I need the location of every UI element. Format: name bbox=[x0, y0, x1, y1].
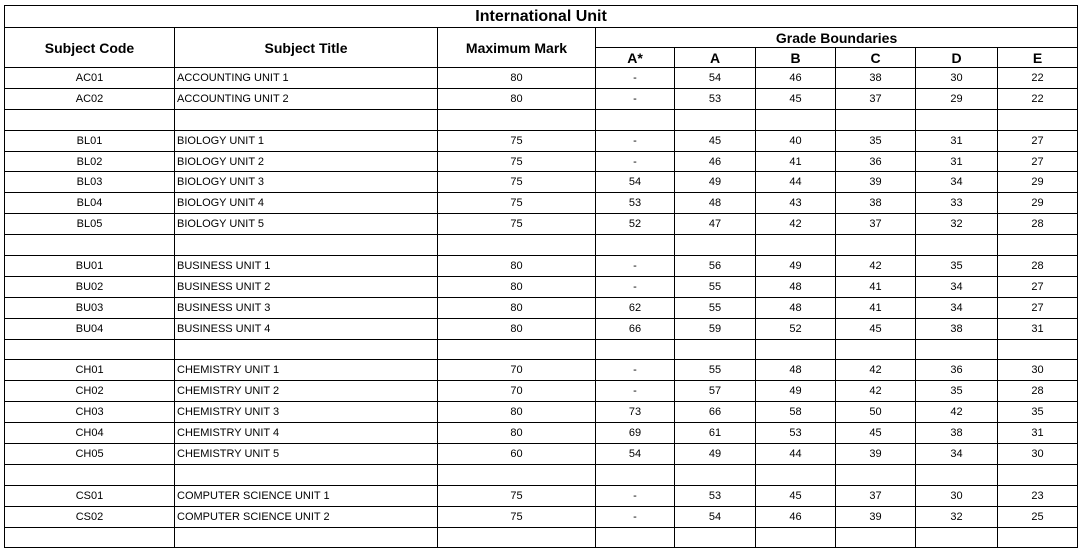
subject-code-cell: BL05 bbox=[5, 214, 175, 235]
subject-code-cell: BL03 bbox=[5, 172, 175, 193]
grade-header-a: A bbox=[675, 48, 756, 68]
table-row bbox=[5, 88, 1078, 109]
grade-d-cell: 34 bbox=[916, 172, 998, 193]
table-row bbox=[5, 485, 1078, 506]
subject-code-cell: BU03 bbox=[5, 297, 175, 318]
subject-code-cell: AC02 bbox=[5, 88, 175, 109]
empty-cell bbox=[756, 235, 836, 256]
subject-title-cell: BUSINESS UNIT 2 bbox=[175, 276, 438, 297]
grade-c-cell: 42 bbox=[836, 360, 916, 381]
empty-cell bbox=[675, 235, 756, 256]
empty-cell bbox=[836, 464, 916, 485]
grade-c-cell: 38 bbox=[836, 193, 916, 214]
grade-a-cell: 66 bbox=[675, 402, 756, 423]
grade-c-cell: 50 bbox=[836, 402, 916, 423]
grade-a-star-cell: 52 bbox=[596, 214, 675, 235]
empty-cell bbox=[5, 527, 175, 548]
maximum-mark-cell: 75 bbox=[438, 151, 596, 172]
table-row bbox=[5, 151, 1078, 172]
subject-code-cell: AC01 bbox=[5, 68, 175, 89]
empty-cell bbox=[916, 527, 998, 548]
empty-cell bbox=[998, 464, 1078, 485]
grade-c-cell: 39 bbox=[836, 506, 916, 527]
empty-cell bbox=[916, 109, 998, 130]
grade-c-cell: 45 bbox=[836, 423, 916, 444]
table-row bbox=[5, 506, 1078, 527]
grade-header-c: C bbox=[836, 48, 916, 68]
subject-title-cell: CHEMISTRY UNIT 1 bbox=[175, 360, 438, 381]
subject-title-cell: CHEMISTRY UNIT 5 bbox=[175, 444, 438, 465]
grade-header-a-star: A* bbox=[596, 48, 675, 68]
grade-a-star-cell: 54 bbox=[596, 444, 675, 465]
empty-cell bbox=[596, 464, 675, 485]
grade-e-cell: 28 bbox=[998, 256, 1078, 277]
grade-e-cell: 28 bbox=[998, 381, 1078, 402]
grade-d-cell: 29 bbox=[916, 88, 998, 109]
grade-c-cell: 37 bbox=[836, 214, 916, 235]
subject-title-cell: BIOLOGY UNIT 3 bbox=[175, 172, 438, 193]
empty-cell bbox=[5, 109, 175, 130]
grade-a-cell: 61 bbox=[675, 423, 756, 444]
subject-code-cell: BU01 bbox=[5, 256, 175, 277]
grade-b-cell: 49 bbox=[756, 256, 836, 277]
maximum-mark-cell: 75 bbox=[438, 485, 596, 506]
maximum-mark-cell: 80 bbox=[438, 318, 596, 339]
empty-cell bbox=[756, 339, 836, 360]
grade-a-star-cell: - bbox=[596, 506, 675, 527]
table-row bbox=[5, 360, 1078, 381]
subject-code-cell: BU02 bbox=[5, 276, 175, 297]
table-row bbox=[5, 423, 1078, 444]
grade-a-cell: 49 bbox=[675, 444, 756, 465]
subject-title-cell: ACCOUNTING UNIT 2 bbox=[175, 88, 438, 109]
grade-c-cell: 42 bbox=[836, 256, 916, 277]
grade-e-cell: 23 bbox=[998, 485, 1078, 506]
grade-e-cell: 27 bbox=[998, 276, 1078, 297]
grade-b-cell: 49 bbox=[756, 381, 836, 402]
grade-b-cell: 46 bbox=[756, 68, 836, 89]
subject-title-cell: BIOLOGY UNIT 4 bbox=[175, 193, 438, 214]
grade-e-cell: 35 bbox=[998, 402, 1078, 423]
grade-d-cell: 30 bbox=[916, 68, 998, 89]
empty-cell bbox=[836, 527, 916, 548]
table-row bbox=[5, 297, 1078, 318]
grade-a-star-cell: 62 bbox=[596, 297, 675, 318]
grade-d-cell: 42 bbox=[916, 402, 998, 423]
grade-e-cell: 31 bbox=[998, 423, 1078, 444]
subject-code-header: Subject Code bbox=[5, 28, 175, 68]
grade-boundaries-document bbox=[4, 5, 1078, 548]
empty-cell bbox=[5, 235, 175, 256]
grade-a-cell: 53 bbox=[675, 88, 756, 109]
grade-b-cell: 58 bbox=[756, 402, 836, 423]
maximum-mark-header: Maximum Mark bbox=[438, 28, 596, 68]
grade-d-cell: 34 bbox=[916, 276, 998, 297]
empty-cell bbox=[916, 235, 998, 256]
empty-cell bbox=[836, 109, 916, 130]
grade-a-cell: 54 bbox=[675, 506, 756, 527]
grade-c-cell: 39 bbox=[836, 172, 916, 193]
grade-a-cell: 46 bbox=[675, 151, 756, 172]
grade-c-cell: 42 bbox=[836, 381, 916, 402]
grade-d-cell: 32 bbox=[916, 214, 998, 235]
empty-cell bbox=[675, 527, 756, 548]
maximum-mark-cell: 75 bbox=[438, 214, 596, 235]
grade-e-cell: 27 bbox=[998, 297, 1078, 318]
table-body bbox=[5, 68, 1078, 548]
grade-a-cell: 54 bbox=[675, 68, 756, 89]
grade-a-star-cell: - bbox=[596, 68, 675, 89]
subject-title-cell: CHEMISTRY UNIT 4 bbox=[175, 423, 438, 444]
grade-d-cell: 34 bbox=[916, 444, 998, 465]
maximum-mark-cell: 80 bbox=[438, 68, 596, 89]
grade-b-cell: 52 bbox=[756, 318, 836, 339]
grade-c-cell: 38 bbox=[836, 68, 916, 89]
grade-c-cell: 36 bbox=[836, 151, 916, 172]
grade-d-cell: 38 bbox=[916, 423, 998, 444]
empty-cell bbox=[438, 339, 596, 360]
table-row bbox=[5, 256, 1078, 277]
subject-title-cell: COMPUTER SCIENCE UNIT 2 bbox=[175, 506, 438, 527]
subject-code-cell: CH01 bbox=[5, 360, 175, 381]
grade-a-star-cell: 54 bbox=[596, 172, 675, 193]
subject-title-cell: BIOLOGY UNIT 1 bbox=[175, 130, 438, 151]
table-row bbox=[5, 402, 1078, 423]
maximum-mark-cell: 80 bbox=[438, 423, 596, 444]
empty-cell bbox=[438, 235, 596, 256]
grade-a-cell: 59 bbox=[675, 318, 756, 339]
empty-cell bbox=[998, 109, 1078, 130]
spacer-row bbox=[5, 339, 1078, 360]
grade-a-cell: 55 bbox=[675, 297, 756, 318]
grade-e-cell: 22 bbox=[998, 88, 1078, 109]
empty-cell bbox=[836, 339, 916, 360]
grade-e-cell: 31 bbox=[998, 318, 1078, 339]
grade-a-cell: 56 bbox=[675, 256, 756, 277]
grade-d-cell: 31 bbox=[916, 151, 998, 172]
table-row bbox=[5, 130, 1078, 151]
subject-code-cell: BU04 bbox=[5, 318, 175, 339]
maximum-mark-cell: 80 bbox=[438, 256, 596, 277]
grade-c-cell: 45 bbox=[836, 318, 916, 339]
grade-a-cell: 57 bbox=[675, 381, 756, 402]
spacer-row bbox=[5, 235, 1078, 256]
grade-e-cell: 22 bbox=[998, 68, 1078, 89]
grade-d-cell: 35 bbox=[916, 256, 998, 277]
subject-code-cell: BL01 bbox=[5, 130, 175, 151]
grade-a-star-cell: - bbox=[596, 360, 675, 381]
grade-b-cell: 45 bbox=[756, 485, 836, 506]
spacer-row bbox=[5, 527, 1078, 548]
subject-title-cell: ACCOUNTING UNIT 1 bbox=[175, 68, 438, 89]
grade-d-cell: 31 bbox=[916, 130, 998, 151]
grade-b-cell: 41 bbox=[756, 151, 836, 172]
grade-a-star-cell: 69 bbox=[596, 423, 675, 444]
empty-cell bbox=[5, 339, 175, 360]
table-row bbox=[5, 172, 1078, 193]
empty-cell bbox=[998, 339, 1078, 360]
table-title: International Unit bbox=[5, 6, 1078, 28]
maximum-mark-cell: 75 bbox=[438, 193, 596, 214]
grade-e-cell: 25 bbox=[998, 506, 1078, 527]
grade-e-cell: 28 bbox=[998, 214, 1078, 235]
grade-b-cell: 44 bbox=[756, 444, 836, 465]
table-row bbox=[5, 214, 1078, 235]
grade-c-cell: 35 bbox=[836, 130, 916, 151]
grade-e-cell: 29 bbox=[998, 193, 1078, 214]
grade-header-d: D bbox=[916, 48, 998, 68]
subject-title-cell: BIOLOGY UNIT 5 bbox=[175, 214, 438, 235]
table-row bbox=[5, 381, 1078, 402]
grade-e-cell: 27 bbox=[998, 130, 1078, 151]
subject-code-cell: CH04 bbox=[5, 423, 175, 444]
grade-d-cell: 30 bbox=[916, 485, 998, 506]
grade-c-cell: 41 bbox=[836, 297, 916, 318]
subject-title-cell: BUSINESS UNIT 4 bbox=[175, 318, 438, 339]
subject-title-cell: CHEMISTRY UNIT 2 bbox=[175, 381, 438, 402]
empty-cell bbox=[175, 464, 438, 485]
empty-cell bbox=[756, 527, 836, 548]
grade-a-cell: 55 bbox=[675, 276, 756, 297]
grade-boundaries-header: Grade Boundaries bbox=[596, 28, 1078, 48]
grade-e-cell: 30 bbox=[998, 360, 1078, 381]
subject-title-cell: BIOLOGY UNIT 2 bbox=[175, 151, 438, 172]
grade-b-cell: 42 bbox=[756, 214, 836, 235]
grade-a-cell: 47 bbox=[675, 214, 756, 235]
empty-cell bbox=[756, 464, 836, 485]
grade-a-star-cell: - bbox=[596, 485, 675, 506]
subject-code-cell: CS02 bbox=[5, 506, 175, 527]
grade-header-e: E bbox=[998, 48, 1078, 68]
empty-cell bbox=[916, 339, 998, 360]
empty-cell bbox=[5, 464, 175, 485]
subject-code-cell: CS01 bbox=[5, 485, 175, 506]
grade-b-cell: 40 bbox=[756, 130, 836, 151]
subject-title-cell: BUSINESS UNIT 3 bbox=[175, 297, 438, 318]
empty-cell bbox=[596, 527, 675, 548]
maximum-mark-cell: 70 bbox=[438, 381, 596, 402]
grade-e-cell: 29 bbox=[998, 172, 1078, 193]
subject-title-cell: COMPUTER SCIENCE UNIT 1 bbox=[175, 485, 438, 506]
grade-a-cell: 55 bbox=[675, 360, 756, 381]
empty-cell bbox=[438, 527, 596, 548]
subject-title-cell: BUSINESS UNIT 1 bbox=[175, 256, 438, 277]
empty-cell bbox=[175, 235, 438, 256]
grade-b-cell: 48 bbox=[756, 360, 836, 381]
maximum-mark-cell: 75 bbox=[438, 506, 596, 527]
grade-a-star-cell: - bbox=[596, 130, 675, 151]
table-row bbox=[5, 444, 1078, 465]
spacer-row bbox=[5, 464, 1078, 485]
grade-b-cell: 53 bbox=[756, 423, 836, 444]
table-row bbox=[5, 193, 1078, 214]
grade-b-cell: 43 bbox=[756, 193, 836, 214]
grade-b-cell: 48 bbox=[756, 276, 836, 297]
grade-a-cell: 45 bbox=[675, 130, 756, 151]
maximum-mark-cell: 70 bbox=[438, 360, 596, 381]
grade-b-cell: 46 bbox=[756, 506, 836, 527]
grade-d-cell: 38 bbox=[916, 318, 998, 339]
empty-cell bbox=[438, 109, 596, 130]
maximum-mark-cell: 80 bbox=[438, 297, 596, 318]
maximum-mark-cell: 60 bbox=[438, 444, 596, 465]
table-row bbox=[5, 276, 1078, 297]
empty-cell bbox=[998, 235, 1078, 256]
empty-cell bbox=[596, 235, 675, 256]
empty-cell bbox=[998, 527, 1078, 548]
empty-cell bbox=[916, 464, 998, 485]
grade-header-b: B bbox=[756, 48, 836, 68]
empty-cell bbox=[175, 109, 438, 130]
grade-d-cell: 35 bbox=[916, 381, 998, 402]
grade-c-cell: 39 bbox=[836, 444, 916, 465]
empty-cell bbox=[175, 339, 438, 360]
subject-code-cell: CH05 bbox=[5, 444, 175, 465]
subject-code-cell: CH02 bbox=[5, 381, 175, 402]
empty-cell bbox=[596, 339, 675, 360]
empty-cell bbox=[675, 109, 756, 130]
grade-a-cell: 49 bbox=[675, 172, 756, 193]
subject-code-cell: BL04 bbox=[5, 193, 175, 214]
grade-b-cell: 44 bbox=[756, 172, 836, 193]
empty-cell bbox=[836, 235, 916, 256]
maximum-mark-cell: 80 bbox=[438, 402, 596, 423]
grade-b-cell: 48 bbox=[756, 297, 836, 318]
subject-title-header: Subject Title bbox=[175, 28, 438, 68]
empty-cell bbox=[675, 339, 756, 360]
grade-a-cell: 48 bbox=[675, 193, 756, 214]
grade-d-cell: 36 bbox=[916, 360, 998, 381]
empty-cell bbox=[438, 464, 596, 485]
grade-d-cell: 33 bbox=[916, 193, 998, 214]
grade-a-star-cell: - bbox=[596, 381, 675, 402]
table-row bbox=[5, 318, 1078, 339]
grade-c-cell: 41 bbox=[836, 276, 916, 297]
subject-code-cell: BL02 bbox=[5, 151, 175, 172]
maximum-mark-cell: 80 bbox=[438, 88, 596, 109]
grade-a-star-cell: - bbox=[596, 88, 675, 109]
empty-cell bbox=[675, 464, 756, 485]
empty-cell bbox=[175, 527, 438, 548]
grade-a-star-cell: 66 bbox=[596, 318, 675, 339]
grade-e-cell: 30 bbox=[998, 444, 1078, 465]
grade-b-cell: 45 bbox=[756, 88, 836, 109]
grade-boundaries-table bbox=[4, 5, 1078, 548]
grade-a-star-cell: 53 bbox=[596, 193, 675, 214]
grade-e-cell: 27 bbox=[998, 151, 1078, 172]
spacer-row bbox=[5, 109, 1078, 130]
grade-a-star-cell: - bbox=[596, 256, 675, 277]
subject-code-cell: CH03 bbox=[5, 402, 175, 423]
grade-a-cell: 53 bbox=[675, 485, 756, 506]
maximum-mark-cell: 75 bbox=[438, 130, 596, 151]
grade-a-star-cell: - bbox=[596, 276, 675, 297]
table-row bbox=[5, 68, 1078, 89]
maximum-mark-cell: 80 bbox=[438, 276, 596, 297]
empty-cell bbox=[596, 109, 675, 130]
grade-a-star-cell: - bbox=[596, 151, 675, 172]
grade-d-cell: 34 bbox=[916, 297, 998, 318]
grade-a-star-cell: 73 bbox=[596, 402, 675, 423]
grade-c-cell: 37 bbox=[836, 485, 916, 506]
grade-d-cell: 32 bbox=[916, 506, 998, 527]
empty-cell bbox=[756, 109, 836, 130]
grade-c-cell: 37 bbox=[836, 88, 916, 109]
maximum-mark-cell: 75 bbox=[438, 172, 596, 193]
subject-title-cell: CHEMISTRY UNIT 3 bbox=[175, 402, 438, 423]
